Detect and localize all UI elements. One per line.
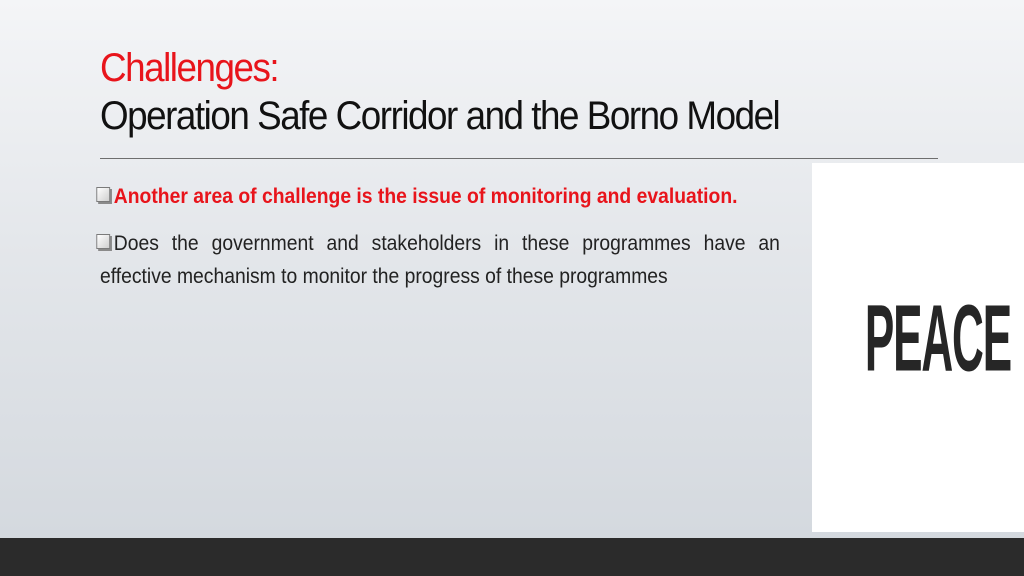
bullet-list xyxy=(100,180,780,307)
checkbox-bullet-icon xyxy=(96,234,110,249)
title-heading: Challenges: xyxy=(100,46,279,90)
title-subheading: Operation Safe Corridor and the Borno Model xyxy=(100,94,780,138)
bullet-text: Does the government and stakeholders in these programmes have an effective mechanism to monitor the progress of these programmes xyxy=(100,232,780,288)
peace-word xyxy=(812,285,1024,392)
bullet-item-monitoring xyxy=(100,180,780,213)
slide-title xyxy=(100,44,940,140)
bullet-item-mechanism xyxy=(100,227,780,293)
bullet-text: Another area of challenge is the issue of monitoring and evaluation. xyxy=(113,185,738,208)
peace-label: PEACE xyxy=(864,285,1011,392)
title-divider xyxy=(100,158,938,159)
peace-image xyxy=(812,163,1024,532)
footer-bar xyxy=(0,538,1024,576)
checkbox-bullet-icon xyxy=(96,187,110,202)
